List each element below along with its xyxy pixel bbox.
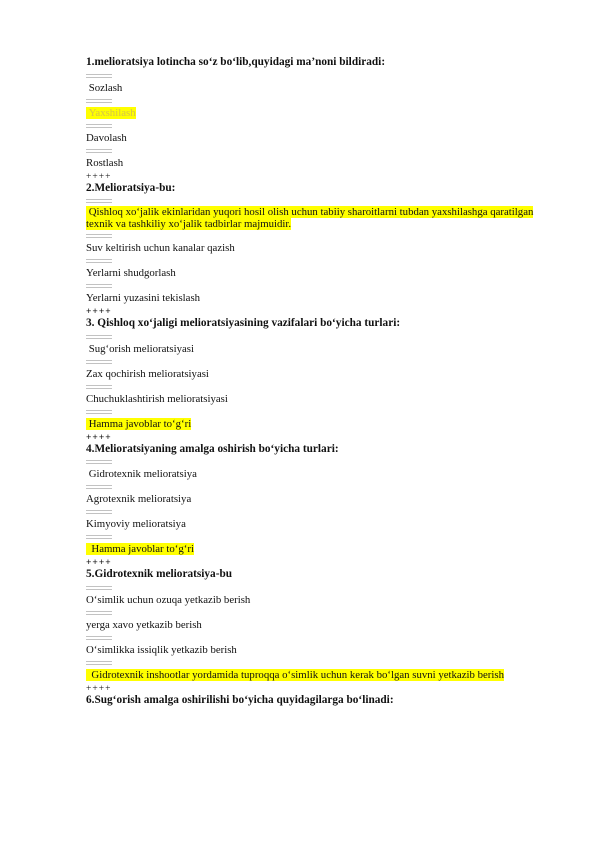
question-separator: ++++ <box>86 171 112 182</box>
option-divider <box>86 584 556 593</box>
question-4-title: 4.Melioratsiyaning amalga oshirish bo‘yicha turlari: <box>86 442 339 455</box>
option-divider <box>86 634 556 643</box>
question-5-option-1: O‘simlik uchun ozuqa yetkazib berish <box>86 593 251 606</box>
option-divider <box>86 408 556 417</box>
option-divider <box>86 72 556 81</box>
option-divider <box>86 232 556 241</box>
option-divider <box>86 358 556 367</box>
question-3-option-1: Sug‘orish melioratsiyasi <box>88 342 194 355</box>
question-3-option-3: Chuchuklashtirish melioratsiyasi <box>86 392 228 405</box>
question-4-option-2: Agrotexnik melioratsiya <box>86 493 192 505</box>
test-content <box>86 56 556 707</box>
option-divider <box>86 533 556 542</box>
option-divider <box>86 483 556 492</box>
option-divider <box>86 122 556 131</box>
question-4-option-3: Kimyoviy melioratsiya <box>86 518 186 530</box>
question-separator: ++++ <box>86 432 112 443</box>
question-1-option-3: Davolash <box>86 131 127 144</box>
option-divider <box>86 383 556 392</box>
question-separator: ++++ <box>86 307 112 317</box>
question-2-option-4: Yerlarni yuzasini tekislash <box>86 292 201 304</box>
question-3-option-4 <box>86 417 556 431</box>
question-5-option-2: yerga xavo yetkazib berish <box>86 618 202 631</box>
correct-answer-highlight: Qishloq xo‘jalik ekinlaridan yuqori hosil olish uchun tabiiy sharoitlarni tubdan yaxshilashga qaratilgan texnik va tashkiliy xo‘jalik tadbirlar majmuidir. <box>86 206 534 230</box>
question-5-option-4 <box>86 668 556 682</box>
correct-answer-highlight: Hamma javoblar to‘g‘ri <box>86 418 191 430</box>
option-divider <box>86 257 556 266</box>
correct-answer-highlight: Yaxshilash <box>86 107 136 119</box>
question-2-option-2: Suv keltirish uchun kanalar qazish <box>86 242 235 254</box>
question-5-title: 5.Gidrotexnik melioratsiya-bu <box>86 568 233 580</box>
question-2-title: 2.Melioratsiya-bu: <box>86 181 176 194</box>
question-6-title: 6.Sug‘orish amalga oshirilishi bo‘yicha quyidagilarga bo‘linadi: <box>86 693 394 706</box>
question-1-option-1: Sozlash <box>88 81 123 94</box>
question-4-option-4 <box>86 542 556 556</box>
option-divider <box>86 147 556 156</box>
question-3-title: 3. Qishloq xo‘jaligi melioratsiyasining vazifalari bo‘yicha turlari: <box>86 317 401 329</box>
question-2-option-3: Yerlarni shudgorlash <box>86 267 176 279</box>
question-1-option-4: Rostlash <box>86 156 124 169</box>
correct-answer-highlight: Hamma javoblar to‘g‘ri <box>86 543 194 555</box>
option-divider <box>86 333 556 342</box>
option-divider <box>86 659 556 668</box>
option-divider <box>86 197 556 206</box>
question-3-option-2: Zax qochirish melioratsiyasi <box>86 367 209 380</box>
option-divider <box>86 458 556 467</box>
question-1-title: 1.melioratsiya lotincha so‘z bo‘lib,quyidagi ma’noni bildiradi: <box>86 56 386 68</box>
option-divider <box>86 97 556 106</box>
option-divider <box>86 609 556 618</box>
option-divider <box>86 282 556 291</box>
correct-answer-highlight: Gidrotexnik inshootlar yordamida tuproqqa o‘simlik uchun kerak bo‘lgan suvni yetkazib berish <box>86 669 504 681</box>
option-divider <box>86 508 556 517</box>
question-4-option-1: Gidrotexnik melioratsiya <box>88 468 197 480</box>
question-5-option-3: O‘simlikka issiqlik yetkazib berish <box>86 643 237 656</box>
question-1-option-2 <box>86 106 556 120</box>
question-separator: ++++ <box>86 683 112 694</box>
question-2-option-1 <box>86 206 556 230</box>
question-separator: ++++ <box>86 558 112 568</box>
